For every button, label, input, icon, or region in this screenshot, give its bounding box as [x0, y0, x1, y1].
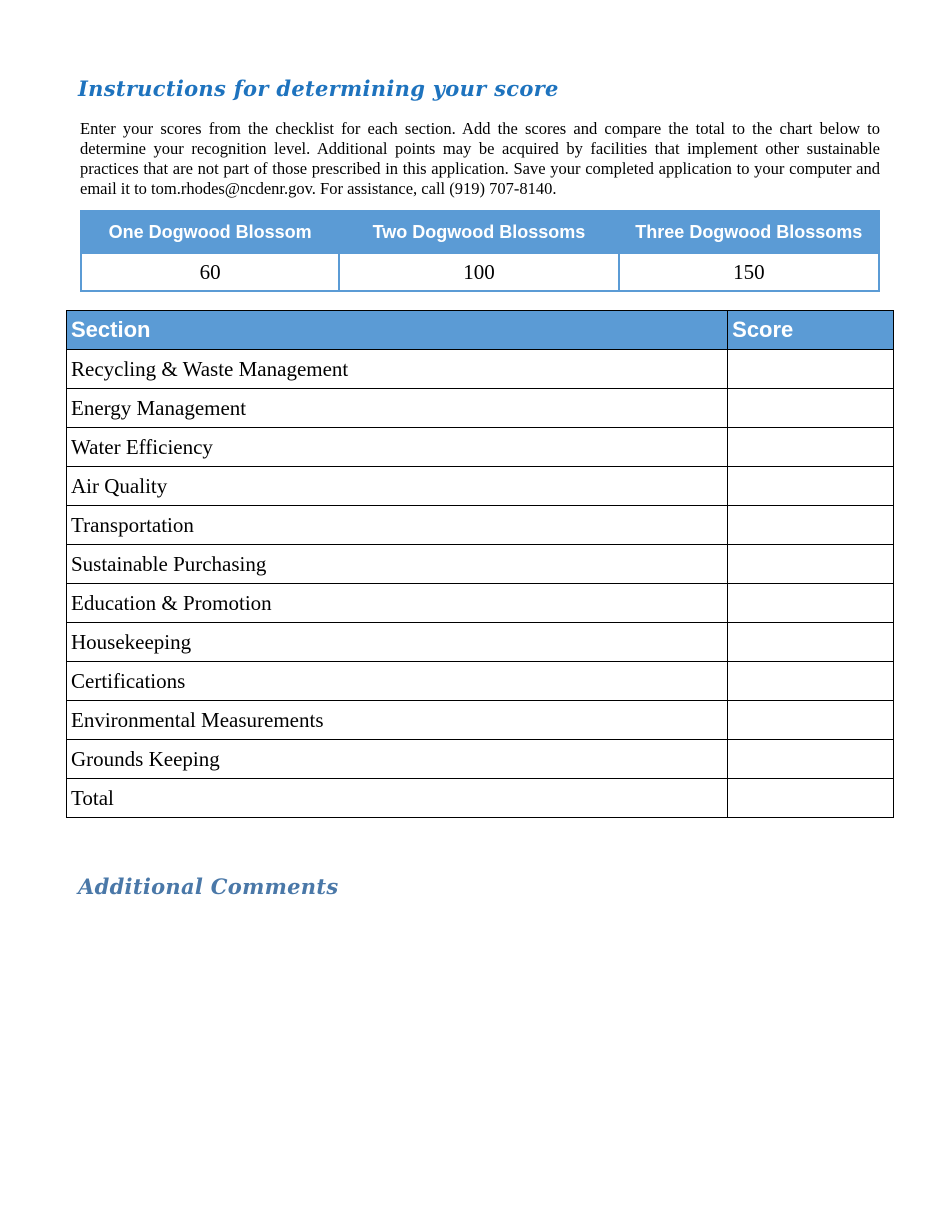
- total-label: Total: [67, 779, 728, 818]
- score-input[interactable]: [728, 467, 894, 506]
- section-column-header: Section: [67, 311, 728, 350]
- table-row: [67, 506, 894, 545]
- table-row: [67, 389, 894, 428]
- level-value-three: 150: [619, 253, 879, 291]
- score-input[interactable]: [728, 350, 894, 389]
- score-input[interactable]: [728, 740, 894, 779]
- section-name: Sustainable Purchasing: [67, 545, 728, 584]
- instructions-paragraph: Enter your scores from the checklist for each section. Add the scores and compare the total to the chart below to determine your recognition level. Additional points may be acquired by facilities that implement other sustainable practices that are not part of those prescribed in this application. Save your completed application to your computer and email it to tom.rhodes@ncdenr.gov. For assistance, call (919) 707-8140.: [80, 119, 880, 198]
- section-name: Energy Management: [67, 389, 728, 428]
- additional-comments-heading: Additional Comments: [78, 874, 339, 899]
- recognition-levels-table: [80, 210, 880, 292]
- table-row: [67, 428, 894, 467]
- section-name: Transportation: [67, 506, 728, 545]
- score-input[interactable]: [728, 662, 894, 701]
- table-row: [67, 584, 894, 623]
- table-row: [67, 740, 894, 779]
- section-name: Water Efficiency: [67, 428, 728, 467]
- score-input[interactable]: [728, 545, 894, 584]
- table-row: [67, 623, 894, 662]
- section-name: Education & Promotion: [67, 584, 728, 623]
- score-input[interactable]: [728, 506, 894, 545]
- score-input[interactable]: [728, 623, 894, 662]
- level-header-two: Two Dogwood Blossoms: [339, 211, 618, 253]
- score-input[interactable]: [728, 428, 894, 467]
- score-table: [66, 310, 894, 818]
- total-score-input[interactable]: [728, 779, 894, 818]
- section-name: Grounds Keeping: [67, 740, 728, 779]
- section-name: Housekeeping: [67, 623, 728, 662]
- table-row: [67, 467, 894, 506]
- level-header-one: One Dogwood Blossom: [81, 211, 339, 253]
- table-row: [67, 350, 894, 389]
- level-value-two: 100: [339, 253, 618, 291]
- section-name: Environmental Measurements: [67, 701, 728, 740]
- level-value-one: 60: [81, 253, 339, 291]
- score-column-header: Score: [728, 311, 894, 350]
- total-row: [67, 779, 894, 818]
- score-input[interactable]: [728, 584, 894, 623]
- section-name: Recycling & Waste Management: [67, 350, 728, 389]
- instructions-heading: Instructions for determining your score: [78, 76, 559, 101]
- level-header-three: Three Dogwood Blossoms: [619, 211, 879, 253]
- table-row: [67, 545, 894, 584]
- table-row: [67, 701, 894, 740]
- score-input[interactable]: [728, 389, 894, 428]
- score-input[interactable]: [728, 701, 894, 740]
- section-name: Air Quality: [67, 467, 728, 506]
- section-name: Certifications: [67, 662, 728, 701]
- table-row: [67, 662, 894, 701]
